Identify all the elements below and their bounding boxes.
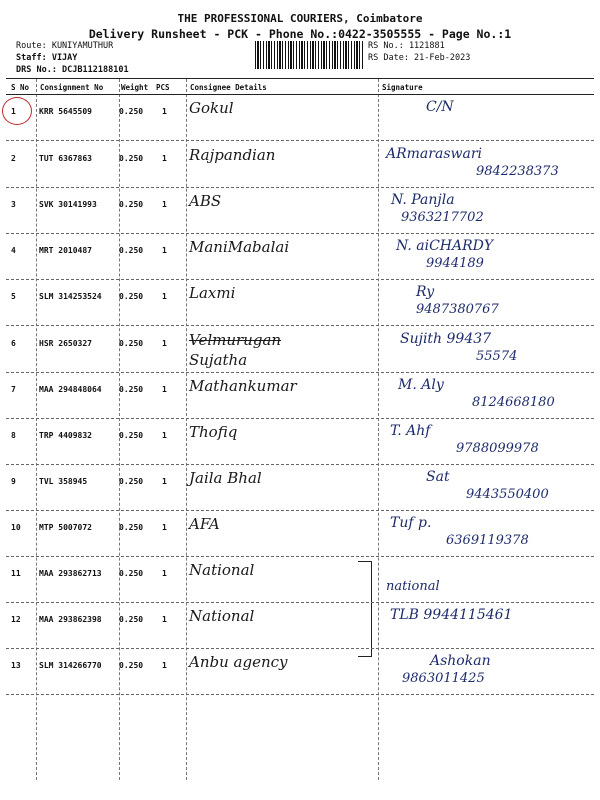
- barcode-image: [255, 41, 365, 69]
- row-pcs: 1: [162, 661, 167, 670]
- row-weight: 0.250: [119, 107, 144, 116]
- row-signature: N. aiCHARDY: [396, 238, 494, 254]
- red-circle-mark: [2, 97, 32, 125]
- row-signature-phone: 8124668180: [472, 395, 555, 410]
- row-consignee-name: Velmurugan: [189, 331, 282, 349]
- row-consignee-name: Thofiq: [189, 423, 238, 441]
- row-signature-phone: 55574: [476, 349, 518, 364]
- row-signature-phone: 9788099978: [456, 441, 539, 456]
- row-consignee-name: National: [189, 607, 255, 625]
- row-sno: 12: [11, 615, 21, 624]
- row-weight: 0.250: [119, 154, 144, 163]
- row-weight: 0.250: [119, 477, 144, 486]
- row-consignment-number: HSR 2650327: [39, 339, 92, 348]
- row-sno: 7: [11, 385, 16, 394]
- row-weight: 0.250: [119, 385, 144, 394]
- row-weight: 0.250: [119, 615, 144, 624]
- table-row: [6, 234, 594, 280]
- row-weight: 0.250: [119, 200, 144, 209]
- row-pcs: 1: [162, 569, 167, 578]
- row-sno: 6: [11, 339, 16, 348]
- company-title: THE PROFESSIONAL COURIERS, Coimbatore: [177, 12, 423, 25]
- runsheet-table: [6, 78, 594, 780]
- row-signature-phone: 9443550400: [466, 487, 549, 502]
- row-consignment-number: MAA 293862398: [39, 615, 102, 624]
- row-signature: M. Aly: [398, 377, 444, 393]
- row-signature-phone: 6369119378: [446, 533, 529, 548]
- drs-number: DRS No.: DCJB112188101: [16, 65, 129, 75]
- row-consignment-number: TRP 4409832: [39, 431, 92, 440]
- row-consignee-name: AFA: [189, 515, 220, 533]
- runsheet-subtitle: Delivery Runsheet - PCK - Phone No.:0422-3505555 - Page No.:1: [88, 27, 512, 41]
- row-consignment-number: KRR 5645509: [39, 107, 92, 116]
- row-pcs: 1: [162, 246, 167, 255]
- row-consignee-name: Gokul: [189, 99, 234, 117]
- table-row: [6, 188, 594, 234]
- row-consignee-name: Anbu agency: [189, 653, 288, 671]
- header-weight: Weight: [121, 83, 149, 92]
- row-pcs: 1: [162, 107, 167, 116]
- row-consignee-name: Laxmi: [189, 284, 236, 302]
- row-pcs: 1: [162, 292, 167, 301]
- row-weight: 0.250: [119, 246, 144, 255]
- row-sno: 11: [11, 569, 21, 578]
- row-consignee-name: National: [189, 561, 255, 579]
- runsheet-meta-right: [368, 40, 470, 64]
- row-consignment-number: SLM 314266770: [39, 661, 102, 670]
- header-signature: Signature: [382, 83, 423, 92]
- row-signature: Sat: [426, 469, 450, 485]
- row-pcs: 1: [162, 615, 167, 624]
- row-consignment-number: TUT 6367863: [39, 154, 92, 163]
- row-pcs: 1: [162, 477, 167, 486]
- header-sno: S No: [11, 83, 30, 92]
- row-pcs: 1: [162, 154, 167, 163]
- table-row: [6, 649, 594, 695]
- table-row: [6, 603, 594, 649]
- row-consignment-number: TVL 358945: [39, 477, 88, 486]
- row-signature: Sujith 99437: [400, 331, 492, 347]
- row-consignee-name: ABS: [189, 192, 222, 210]
- row-signature: ARmaraswari: [386, 146, 482, 162]
- rs-date: RS Date: 21-Feb-2023: [368, 53, 471, 63]
- row-weight: 0.250: [119, 569, 144, 578]
- row-signature: Ry: [416, 284, 435, 300]
- table-row: [6, 557, 594, 603]
- row-consignment-number: SVK 30141993: [39, 200, 97, 209]
- row-weight: 0.250: [119, 431, 144, 440]
- table-row: [6, 142, 594, 188]
- row-signature-phone: 9944189: [426, 256, 484, 271]
- table-row: [6, 95, 594, 141]
- row-weight: 0.250: [119, 523, 144, 532]
- row-consignment-number: MTP 5007072: [39, 523, 92, 532]
- table-row: [6, 280, 594, 326]
- row-consignment-number: MAA 293862713: [39, 569, 102, 578]
- row-weight: 0.250: [119, 292, 144, 301]
- row-signature-phone: 9863011425: [402, 671, 485, 686]
- row-consignment-number: MAA 294848064: [39, 385, 102, 394]
- row-pcs: 1: [162, 339, 167, 348]
- row-consignee-name: Mathankumar: [189, 377, 297, 395]
- header-consignee: Consignee Details: [190, 83, 267, 92]
- row-consignee-name: ManiMabalai: [189, 238, 290, 256]
- table-header: [6, 79, 594, 95]
- row-sno: 9: [11, 477, 16, 486]
- row-signature: TLB 9944115461: [390, 607, 513, 623]
- table-row: [6, 511, 594, 557]
- row-pcs: 1: [162, 523, 167, 532]
- header-pcs: PCS: [156, 83, 170, 92]
- row-pcs: 1: [162, 431, 167, 440]
- row-consignee-name: Rajpandian: [189, 146, 276, 164]
- staff-label: Staff: VIJAY: [16, 53, 78, 63]
- row-signature: Ashokan: [430, 653, 491, 669]
- route-label: Route: KUNIYAMUTHUR: [16, 41, 114, 51]
- row-sno: 5: [11, 292, 16, 301]
- row-sno: 1: [11, 107, 16, 116]
- row-signature-phone: national: [386, 579, 440, 594]
- row-weight: 0.250: [119, 661, 144, 670]
- row-signature-phone: 9487380767: [416, 302, 499, 317]
- row-consignment-number: MRT 2010487: [39, 246, 92, 255]
- row-signature: N. Panjla: [391, 192, 455, 208]
- row-weight: 0.250: [119, 339, 144, 348]
- row-signature: T. Ahf: [390, 423, 431, 439]
- row-sno: 3: [11, 200, 16, 209]
- row-sno: 8: [11, 431, 16, 440]
- row-consignee-name-alt: Sujatha: [189, 351, 248, 369]
- row-signature: Tuf p.: [390, 515, 432, 531]
- row-sno: 10: [11, 523, 21, 532]
- row-pcs: 1: [162, 385, 167, 394]
- table-row: [6, 419, 594, 465]
- row-sno: 2: [11, 154, 16, 163]
- row-signature-phone: 9842238373: [476, 164, 559, 179]
- row-sno: 4: [11, 246, 16, 255]
- row-consignee-name: Jaila Bhal: [189, 469, 262, 487]
- table-row: [6, 327, 594, 373]
- row-signature: C/N: [426, 99, 454, 115]
- rs-number: RS No.: 1121881: [368, 41, 445, 51]
- row-sno: 13: [11, 661, 21, 670]
- row-pcs: 1: [162, 200, 167, 209]
- header-consignment: Consignment No: [40, 83, 104, 92]
- row-consignment-number: SLM 314253524: [39, 292, 102, 301]
- table-row: [6, 465, 594, 511]
- table-row: [6, 373, 594, 419]
- row-signature-phone: 9363217702: [401, 210, 484, 225]
- runsheet-meta-left: [16, 40, 129, 76]
